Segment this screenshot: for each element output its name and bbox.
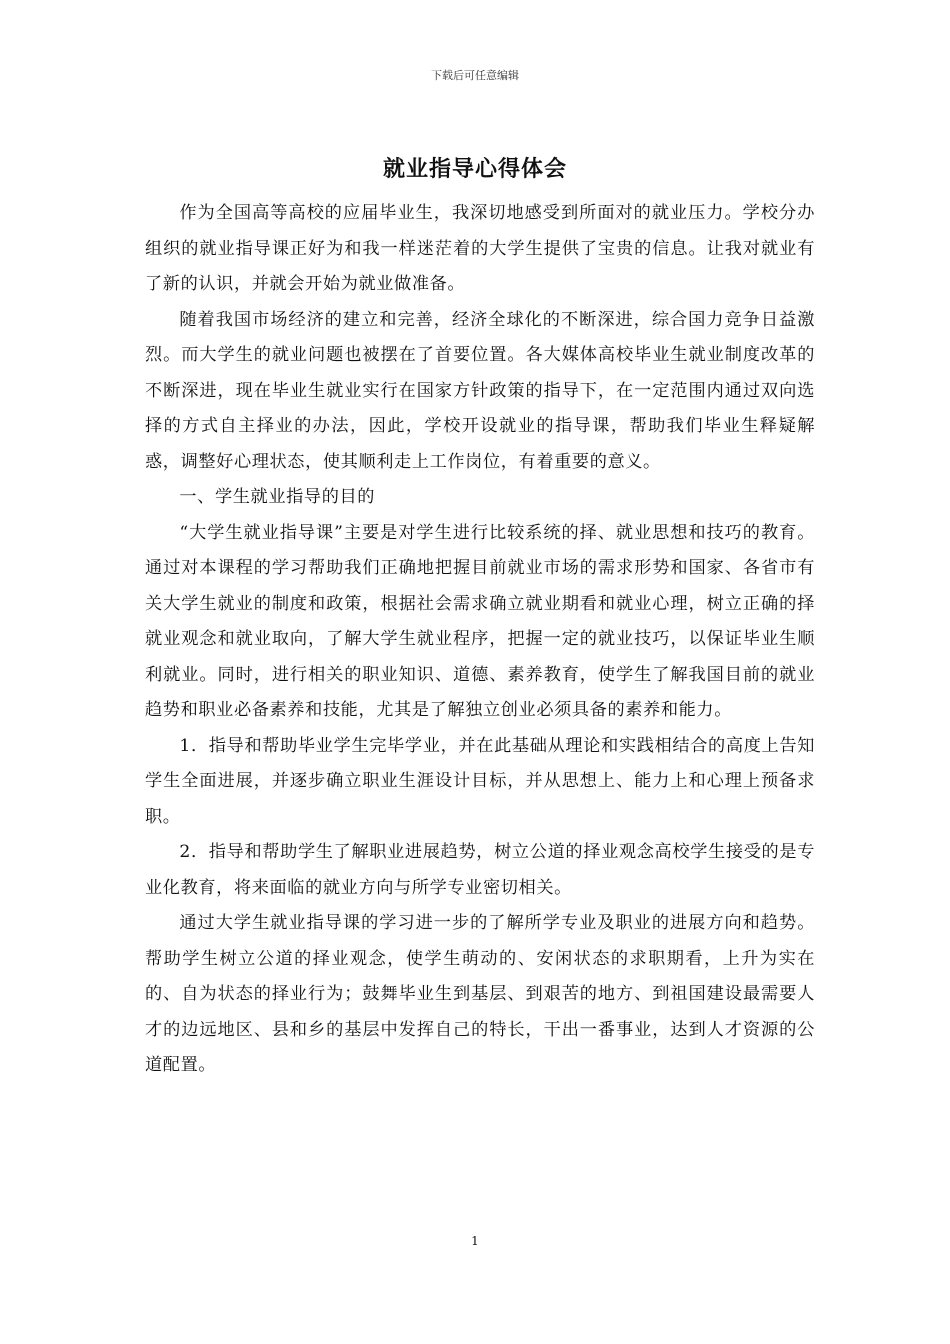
- document-title: 就业指导心得体会: [382, 157, 567, 182]
- section-heading: 一、学生就业指导的目的: [179, 487, 376, 507]
- page-number: 1: [471, 1234, 479, 1248]
- document-body: [145, 196, 815, 1084]
- header-note: 下载后可任意编辑: [431, 69, 519, 82]
- paragraph: 作为全国高等高校的应届毕业生，我深切地感受到所面对的就业压力。学校分办组织的就业指导课正好为和我一样迷茫着的大学生提供了宝贵的信息。让我对就业有了新的认识，并就会开始为就业做准备。: [145, 203, 815, 294]
- list-item: 1．指导和帮助毕业学生完毕学业，并在此基础从理论和实践相结合的高度上告知学生全面进展，并逐步确立职业生涯设计目标，并从思想上、能力上和心理上预备求职。: [145, 735, 815, 827]
- list-item: 2．指导和帮助学生了解职业进展趋势，树立公道的择业观念高校学生接受的是专业化教育，将来面临的就业方向与所学专业密切相关。: [145, 842, 815, 898]
- paragraph: “大学生就业指导课”主要是对学生进行比较系统的择、就业思想和技巧的教育。通过对本课程的学习帮助我们正确地把握目前就业市场的需求形势和国家、各省市有关大学生就业的制度和政策，根据社会需求确立就业期看和就业心理，树立正确的择就业观念和就业取向，了解大学生就业程序，把握一定的就业技巧，以保证毕业生顺利就业。同时，进行相关的职业知识、道德、素养教育，使学生了解我国目前的就业趋势和职业必备素养和技能，尤其是了解独立创业必须具备的素养和能力。: [145, 522, 815, 720]
- paragraph: 随着我国市场经济的建立和完善，经济全球化的不断深进，综合国力竞争日益激烈。而大学生的就业问题也被摆在了首要位置。各大媒体高校毕业生就业制度改革的不断深进，现在毕业生就业实行在国家方针政策的指导下，在一定范围内通过双向选择的方式自主择业的办法，因此，学校开设就业的指导课，帮助我们毕业生释疑解惑，调整好心理状态，使其顺利走上工作岗位，有着重要的意义。: [145, 309, 815, 472]
- paragraph: 通过大学生就业指导课的学习进一步的了解所学专业及职业的进展方向和趋势。帮助学生树立公道的择业观念，使学生萌动的、安闲状态的求职期看，上升为实在的、自为状态的择业行为；鼓舞毕业生到基层、到艰苦的地方、到祖国建设最需要人才的边远地区、县和乡的基层中发挥自己的特长，干出一番事业，达到人才资源的公道配置。: [145, 913, 815, 1075]
